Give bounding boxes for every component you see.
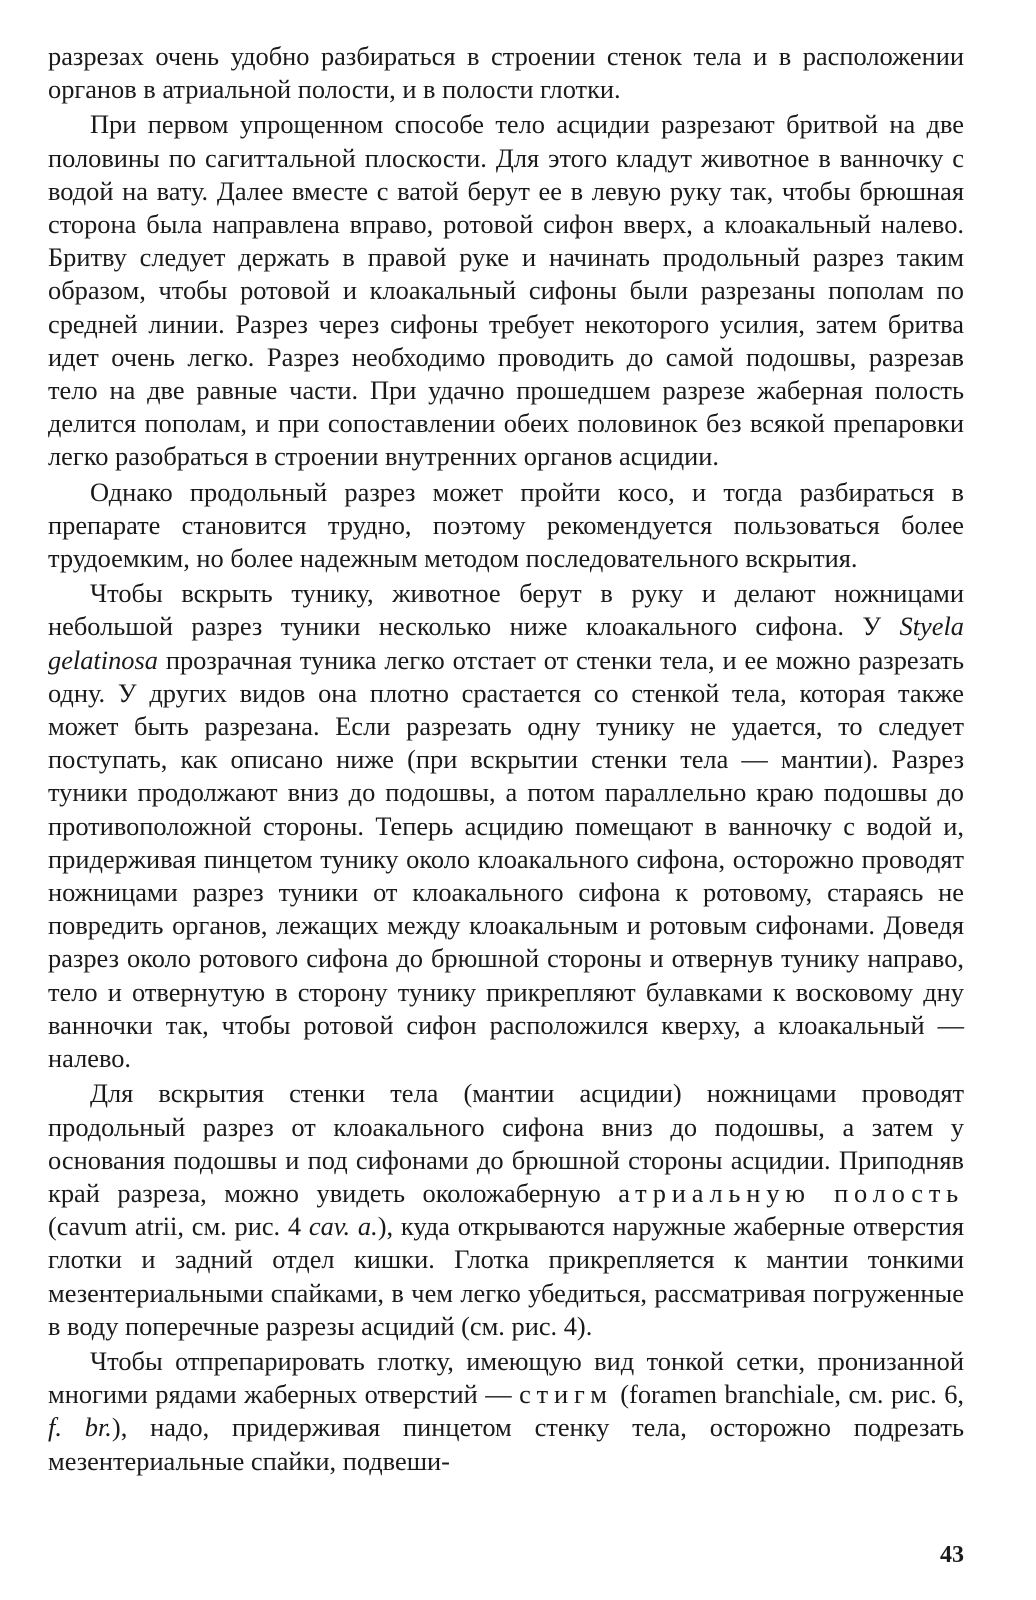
text-segment: прозрачная туника легко отстает от стенки тела, и ее можно разрезать одну. У других видов она плотно срастается со стенкой тела, которая также может быть разрезана. Если разрезать одну тунику не удается, то следует поступать, как описано ниже (при вскрытии стенки тела — мантии). Разрез туники продолжают вниз до подошвы, а потом параллельно краю подошвы до противоположной стороны. Теперь асцидию помещают в ванночку с водой и, придерживая пинцетом тунику около клоакального сифона, осторожно проводят ножницами разрез туники от клоакального сифона к ротовому, стараясь не повредить органов, лежащих между клоакальным и ротовым сифонами. Доведя разрез около ротового сифона до брюшной стороны и отвернув тунику направо, тело и отвернутую в сторону тунику прикрепляют булавками к восковому дну ванночки так, чтобы ротовой сифон расположился кверху, а клоакальный — налево. [48, 644, 964, 1074]
text-segment: При первом упрощенном способе тело асцидии разрезают бритвой на две половины по сагиттальной плоскости. Для этого кладут животное в ванночку с водой на вату. Далее вместе с ватой берут ее в левую руку так, чтобы брюшная сторона была направлена вправо, ротовой сифон вверх, а клоакальный налево. Бритву следует держать в правой руке и начинать продольный разрез таким образом, чтобы ротовой и клоакальный сифоны были разрезаны пополам по средней линии. Разрез через сифоны требует некоторого усилия, затем бритва идет очень легко. Разрез необходимо проводить до самой подошвы, разрезав тело на две равные части. При удачно прошедшем разрезе жаберная полость делится пополам, и при сопоставлении обеих половинок без всякой препаровки легко разобраться в строении внутренних органов асцидии. [48, 109, 964, 472]
italic-term: f. br. [48, 1412, 112, 1443]
paragraph [48, 40, 964, 106]
paragraph [48, 577, 964, 1075]
page-number: 43 [940, 1542, 964, 1568]
paragraph [48, 476, 964, 576]
page-text-body [48, 40, 964, 1478]
text-segment: (cavum atrii, см. рис. 4 [48, 1211, 309, 1242]
text-segment: ), надо, придерживая пинцетом стенку тела, осторожно подрезать мезентериальные спайки, подвеши- [48, 1412, 964, 1476]
text-segment: Чтобы отпрепарировать глотку, имеющую вид тонкой сетки, пронизанной многими рядами жаберных отверстий — [48, 1345, 964, 1410]
paragraph [48, 1345, 964, 1478]
spaced-term: атриальную полость [618, 1177, 964, 1208]
text-segment: Чтобы вскрыть тунику, животное берут в руку и делают ножницами небольшой разрез туники несколько ниже клоакального сифона. У [48, 578, 964, 642]
text-segment: Для вскрытия стенки тела (мантии асцидии) ножницами проводят продольный разрез от клоакального сифона вниз до подошвы, а затем у основания подошвы и под сифонами до брюшной стороны асцидии. Приподняв край разреза, можно увидеть околожаберную [48, 1078, 964, 1208]
italic-term: cav. a. [308, 1211, 378, 1242]
text-segment: ), куда открываются наружные жаберные отверстия глотки и задний отдел кишки. Глотка прикрепляется к мантии тонкими мезентериальными спайками, в чем легко убедиться, рассматривая погруженные в воду поперечные разрезы асцидий (см. рис. 4). [48, 1211, 965, 1341]
text-segment: (foramen branchiale, см. рис. 6, [612, 1379, 964, 1410]
spaced-term: стигм [519, 1379, 613, 1410]
paragraph [48, 1077, 964, 1343]
text-segment: Однако продольный разрез может пройти косо, и тогда разбираться в препарате становится трудно, поэтому рекомендуется пользоваться более трудоемким, но более надежным методом последовательного вскрытия. [48, 476, 964, 574]
paragraph [48, 108, 964, 473]
text-segment: разрезах очень удобно разбираться в строении стенок тела и в расположении органов в атриальной полости, и в полости глотки. [48, 41, 964, 105]
italic-term: Styela gelatinosa [48, 611, 964, 675]
